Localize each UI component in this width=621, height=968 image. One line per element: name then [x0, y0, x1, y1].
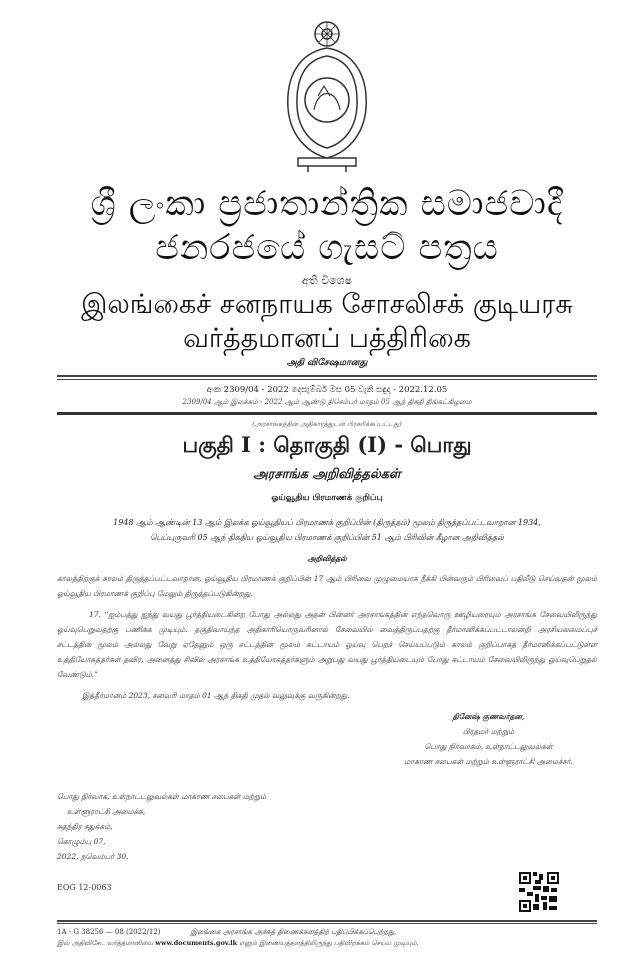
website-link[interactable]: www.documents.gov.lk [155, 938, 238, 947]
reference-row [57, 872, 559, 912]
extraordinary-label-tamil: அதி விசேஷமானது [286, 358, 368, 369]
signatory-name: தினேஷ் குணவர்தன, [452, 711, 525, 721]
address-line: பொது நிர்வாக, உள்நாட்டலுவல்கள் மாகாண சபைகள் மற்றும் [57, 791, 267, 801]
print-code: 1A - G 38256 — 08 (2022/12) [57, 927, 161, 936]
authority-note: (அரசாங்கத்தின் அதிகாரத்துடன் பிரசுரிக்கப்பட்டது) [252, 419, 402, 428]
paragraph: காலத்திற்குக் காலம் திருத்தப்பட்டவாறான, ஓய்வூதிய பிரமாணக் குறிப்பின் 17 ஆம் பிரிவை முழுமையாக நீக்கி பின்வரும் பிரிவைப் பதிலீடு செய்வதன் மூலம் ஓய்வூதிய பிரமாணக் குறிப்பு மேலும் திருத்தப்படுகின்றது. [57, 573, 597, 598]
address-line: சுதந்திர சதுக்கம், [57, 821, 113, 831]
address-line: உள்ளூராட்சி அமைச்சு, [67, 806, 146, 816]
printer-note: இலங்கை அரசாங்க அச்சுத் திணைக்களத்திற் பதிப்பிக்கப்பெற்றது. [190, 927, 397, 936]
signature-block [380, 709, 597, 769]
signatory-title: பிரதமர் மற்றும் [462, 726, 515, 736]
divider [57, 379, 597, 380]
address-line: 2022, நவெம்பர் 30. [57, 851, 129, 861]
section-title: அரசாங்க அறிவித்தல்கள் [253, 466, 401, 482]
gazette-title-sinhala: ශ්‍රී ලංකා ප්‍රජාතාන්ත්‍රික සමාජවාදී ජනරජයේ ගැසට් පත්‍රය [90, 184, 564, 268]
divider [57, 923, 597, 924]
national-emblem-icon [278, 18, 376, 173]
part-title: பகுதி I : தொகுதி (I) - பொது [182, 432, 472, 458]
address-line: கொழும்பு 07, [57, 836, 106, 846]
footer-rules [57, 920, 597, 924]
intro-line: 1948 ஆம் ஆண்டின் 13 ஆம் இலக்க ஓய்வூதியப் பிரமாணக் குறிப்பின் (திருத்தம்) மூலம் திருத்தப்பட்டவாறான 1934, [113, 517, 541, 527]
gazette-title-tamil: இலங்கைச் சனநாயக சோசலிசக் குடியரசு வர்த்தமானப் பத்திரிகை [81, 288, 573, 354]
intro [57, 515, 597, 545]
qr-code-icon[interactable] [519, 872, 559, 912]
notification-heading: அறிவித்தல் [307, 553, 347, 563]
extraordinary-label-sinhala: අති විශෙෂ [302, 273, 352, 287]
divider [57, 375, 597, 377]
download-note-suffix: எனும் இணையத்தளத்திலிருந்து பதிவிறக்கம் செய்ய முடியும். [239, 938, 419, 947]
download-note [57, 938, 597, 948]
issue-date-sinhala: අංක 2309/04 - 2022 දෙසැම්බර් මස 05 වැනි සඳුදා - 2022.12.05 [206, 384, 448, 395]
download-note-prefix: இவ் அதிவிசேட வர்த்தமானியை [57, 938, 154, 947]
address-block [57, 789, 497, 864]
divider [57, 920, 597, 922]
notice-type: ஓய்வூதிய பிரமாணக் குறிப்பு [271, 492, 383, 503]
emblem-container [57, 18, 597, 173]
signatory-title: பொது நிர்வாகம், உள்நாட்டலுவல்கள் [424, 741, 553, 751]
signatory-title: மாகாண சபைகள் மற்றும் உள்ளூராட்சி அமைச்சர். [404, 756, 573, 766]
footer-row [57, 927, 597, 938]
reference-code: EOG 12-0063 [57, 883, 112, 893]
intro-line: பெப்புருவரி 05 ஆந் திகதிய ஓய்வூதிய பிரமாணக் குறிப்பின் 51 ஆம் பிரிவின் கீழான அறிவித்தல் [150, 532, 504, 542]
divider [57, 412, 597, 415]
paragraph-effective-date: இத்தீர்மானம் 2023, சனவரி மாதம் 01 ஆந் திகதி முதல் வலுவுக்கு வருகின்றது. [82, 690, 350, 700]
issue-date-tamil: 2309/04 ஆம் இலக்கம் - 2022 ஆம் ஆண்டு திசெம்பர் மாதம் 05 ஆந் திகதி திங்கட்கிழமை [182, 397, 472, 406]
paragraph-section-17: 17. “ஐம்பத்து ஐந்து வயது பூர்த்தியடைகின்ற போது அல்லது அதன் பின்னர் அரசாங்கத்தின் எந்தவொரு ஊழியரையும் அரசாங்க சேவையிலிருந்து ஓய்வுபெறுவதற்கு பணிக்க முடியும். தகுதிவாய்ந்த அதிகாரியொருவரினால் சேவையில் வைத்திருப்பதற்கு தீர்மானிக்கப்பட்டாலன்றி அரசியலமைப்புச் சட்டத்தின் மூலம் அல்லது வேறு ஏதேனும் ஒரு சட்டத்தின் மூலம் கட்டாயம் ஓய்வு பெறச் செய்யப்படும் காலம் குறிப்பாகத் தீர்மானிக்கப்பட்டுள்ள உத்தியோகத்தர்கள் தவிர, அனைத்து சிவில் அரசாங்க உத்தியோகத்தர்களும் அறுபது வயது பூர்த்தியடையும் போது கட்டாயம் சேவையிலிருந்து ஓய்வுபெறுதல் வேண்டும்.” [57, 609, 597, 679]
